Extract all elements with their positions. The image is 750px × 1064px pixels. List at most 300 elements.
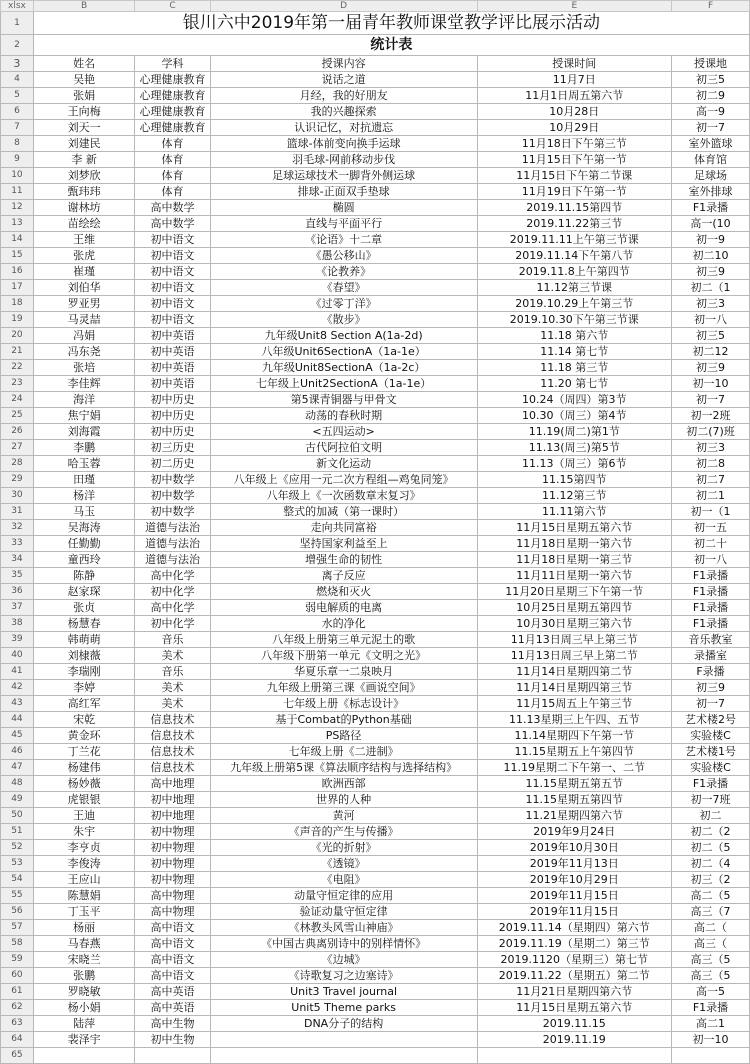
row-number[interactable]: 64	[1, 1032, 34, 1048]
cell-location[interactable]: 初三5	[672, 328, 750, 344]
row-number[interactable]: 9	[1, 152, 34, 168]
cell-subject[interactable]: 初中语文	[135, 312, 210, 328]
cell-name[interactable]: 宋乾	[33, 712, 135, 728]
cell-name[interactable]: 崔瑾	[33, 264, 135, 280]
cell-subject[interactable]: 心理健康教育	[135, 88, 210, 104]
cell-subject[interactable]: 初二历史	[135, 456, 210, 472]
row-number[interactable]: 6	[1, 104, 34, 120]
cell-location[interactable]: 初二1	[672, 488, 750, 504]
cell-subject[interactable]: 道德与法治	[135, 552, 210, 568]
cell-subject[interactable]: 美术	[135, 696, 210, 712]
cell-name[interactable]: 张虎	[33, 248, 135, 264]
cell-subject[interactable]: 高中生物	[135, 1016, 210, 1032]
cell-location[interactable]: 实验楼C	[672, 760, 750, 776]
cell-time[interactable]: 11月11日星期一第六节	[477, 568, 672, 584]
row-number[interactable]: 20	[1, 328, 34, 344]
cell-content[interactable]: 八年级Unit6SectionA（1a-1e）	[210, 344, 477, 360]
cell-subject[interactable]: 高中语文	[135, 920, 210, 936]
cell-content[interactable]: 《散步》	[210, 312, 477, 328]
cell-name[interactable]: 刘天一	[33, 120, 135, 136]
cell-location[interactable]: 初二10	[672, 248, 750, 264]
row-number[interactable]: 60	[1, 968, 34, 984]
cell-content[interactable]: 九年级Unit8SectionA（1a-2c）	[210, 360, 477, 376]
row-number[interactable]: 52	[1, 840, 34, 856]
header-name[interactable]: 姓名	[33, 56, 135, 72]
row-number[interactable]: 14	[1, 232, 34, 248]
cell-name[interactable]: 王维	[33, 232, 135, 248]
cell-subject[interactable]: 初中语文	[135, 280, 210, 296]
row-number[interactable]: 45	[1, 728, 34, 744]
cell-location[interactable]: 高三（	[672, 936, 750, 952]
cell-location[interactable]: 室外篮球	[672, 136, 750, 152]
cell-name[interactable]: 杨建伟	[33, 760, 135, 776]
row-number[interactable]: 17	[1, 280, 34, 296]
header-location[interactable]: 授课地	[672, 56, 750, 72]
cell-time[interactable]: 11.13（周三）第6节	[477, 456, 672, 472]
cell-name[interactable]: 李鹏	[33, 440, 135, 456]
cell-content[interactable]: DNA分子的结构	[210, 1016, 477, 1032]
cell-name[interactable]: 张培	[33, 360, 135, 376]
cell-subject[interactable]: 初中语文	[135, 264, 210, 280]
cell-subject[interactable]: 高中数学	[135, 200, 210, 216]
cell-content[interactable]: 走向共同富裕	[210, 520, 477, 536]
row-number[interactable]: 56	[1, 904, 34, 920]
row-number[interactable]: 62	[1, 1000, 34, 1016]
cell-content[interactable]: PS路径	[210, 728, 477, 744]
cell-time[interactable]: 11月15日星期五第六节	[477, 520, 672, 536]
cell-time[interactable]: 11.15第四节	[477, 472, 672, 488]
cell-subject[interactable]: 初中物理	[135, 840, 210, 856]
cell-location[interactable]: 高三（5	[672, 968, 750, 984]
cell-time[interactable]: 2019.10.30下午第三节课	[477, 312, 672, 328]
cell-name[interactable]: 李婷	[33, 680, 135, 696]
cell-name[interactable]: 韩萌萌	[33, 632, 135, 648]
cell-name[interactable]: 李俊涛	[33, 856, 135, 872]
cell-time[interactable]: 11月15日下午第二节课	[477, 168, 672, 184]
row-number[interactable]: 58	[1, 936, 34, 952]
row-number[interactable]: 35	[1, 568, 34, 584]
cell-content[interactable]: 排球-正面双手垫球	[210, 184, 477, 200]
cell-location[interactable]: 初一7	[672, 392, 750, 408]
cell-location[interactable]: F1录播	[672, 584, 750, 600]
cell-subject[interactable]: 初中物理	[135, 856, 210, 872]
cell-content[interactable]: 九年级Unit8 Section A(1a-2d)	[210, 328, 477, 344]
cell-content[interactable]: 我的兴趣探索	[210, 104, 477, 120]
cell-content[interactable]: 八年级上《应用一元二次方程组—鸡兔同笼》	[210, 472, 477, 488]
cell-time[interactable]: 2019.11.14（星期四）第六节	[477, 920, 672, 936]
cell-subject[interactable]: 高中物理	[135, 904, 210, 920]
cell-time[interactable]: 11月13日周三早上第三节	[477, 632, 672, 648]
cell-time[interactable]: 11.15星期五第五节	[477, 776, 672, 792]
cell-subject[interactable]: 初中语文	[135, 296, 210, 312]
cell-subject[interactable]: 初中物理	[135, 824, 210, 840]
cell-time[interactable]: 11.19(周二)第1节	[477, 424, 672, 440]
cell-content[interactable]: 认识记忆，对抗遗忘	[210, 120, 477, 136]
cell-time[interactable]: 11月18日下午第三节	[477, 136, 672, 152]
cell-name[interactable]: 冯东尧	[33, 344, 135, 360]
cell-time[interactable]: 11.11第六节	[477, 504, 672, 520]
cell-time[interactable]: 11.13星期三上午四、五节	[477, 712, 672, 728]
row-number[interactable]: 4	[1, 72, 34, 88]
header-time[interactable]: 授课时间	[477, 56, 672, 72]
cell-location[interactable]: 高二（5	[672, 888, 750, 904]
cell-content[interactable]: 动荡的春秋时期	[210, 408, 477, 424]
cell-time[interactable]: 2019.11.15	[477, 1016, 672, 1032]
cell-subject[interactable]: 高中化学	[135, 568, 210, 584]
row-number[interactable]: 50	[1, 808, 34, 824]
row-number[interactable]: 8	[1, 136, 34, 152]
cell-name[interactable]: 杨小娟	[33, 1000, 135, 1016]
cell-content[interactable]: 《边城》	[210, 952, 477, 968]
cell-name[interactable]: 李佳辉	[33, 376, 135, 392]
cell-time[interactable]: 2019.11.8上午第四节	[477, 264, 672, 280]
cell-subject[interactable]: 高中物理	[135, 888, 210, 904]
cell-name[interactable]: 杨丽	[33, 920, 135, 936]
row-number[interactable]: 55	[1, 888, 34, 904]
cell-content[interactable]: 欧洲西部	[210, 776, 477, 792]
cell-content[interactable]: 整式的加减（第一课时）	[210, 504, 477, 520]
cell-location[interactable]: 初二十	[672, 536, 750, 552]
cell-name[interactable]: 裴泽宇	[33, 1032, 135, 1048]
cell-location[interactable]: 艺术楼1号	[672, 744, 750, 760]
cell-content[interactable]: 七年级上Unit2SectionA（1a-1e）	[210, 376, 477, 392]
cell-subject[interactable]: 道德与法治	[135, 536, 210, 552]
cell-time[interactable]: 11.21星期四第六节	[477, 808, 672, 824]
sheet-subtitle[interactable]: 统计表	[33, 35, 749, 56]
cell-time[interactable]: 11.13(周三)第5节	[477, 440, 672, 456]
cell-time[interactable]: 11月7日	[477, 72, 672, 88]
cell-time[interactable]: 11月15周五上午第三节	[477, 696, 672, 712]
cell-name[interactable]: 王迪	[33, 808, 135, 824]
cell-location[interactable]: 初二12	[672, 344, 750, 360]
cell-name[interactable]: 刘梦欣	[33, 168, 135, 184]
cell-name[interactable]: 朱宇	[33, 824, 135, 840]
cell-time[interactable]: 11.14 第七节	[477, 344, 672, 360]
cell-location[interactable]: 初二（4	[672, 856, 750, 872]
cell-subject[interactable]: 高中语文	[135, 936, 210, 952]
empty-cell[interactable]	[477, 1048, 672, 1064]
cell-name[interactable]: 焦宁娟	[33, 408, 135, 424]
cell-content[interactable]: 《林教头风雪山神庙》	[210, 920, 477, 936]
cell-location[interactable]: 初一7班	[672, 792, 750, 808]
cell-name[interactable]: 宋晓兰	[33, 952, 135, 968]
row-number[interactable]: 38	[1, 616, 34, 632]
cell-time[interactable]: 11.18 第三节	[477, 360, 672, 376]
cell-subject[interactable]: 高中地理	[135, 776, 210, 792]
row-number[interactable]: 39	[1, 632, 34, 648]
cell-name[interactable]: 罗晓敏	[33, 984, 135, 1000]
row-number[interactable]: 37	[1, 600, 34, 616]
cell-content[interactable]: 离子反应	[210, 568, 477, 584]
cell-content[interactable]: 新文化运动	[210, 456, 477, 472]
cell-subject[interactable]: 美术	[135, 680, 210, 696]
cell-content[interactable]: 动量守恒定律的应用	[210, 888, 477, 904]
row-number[interactable]: 43	[1, 696, 34, 712]
row-number[interactable]: 44	[1, 712, 34, 728]
cell-subject[interactable]: 心理健康教育	[135, 104, 210, 120]
cell-content[interactable]: 黄河	[210, 808, 477, 824]
cell-time[interactable]: 2019.11.22第三节	[477, 216, 672, 232]
cell-location[interactable]: 初二(7)班	[672, 424, 750, 440]
cell-content[interactable]: 足球运球技术一脚背外侧运球	[210, 168, 477, 184]
cell-location[interactable]: F录播	[672, 664, 750, 680]
row-number[interactable]: 18	[1, 296, 34, 312]
cell-location[interactable]: 初二8	[672, 456, 750, 472]
cell-subject[interactable]: 高中语文	[135, 968, 210, 984]
cell-location[interactable]: 初三5	[672, 72, 750, 88]
row-number[interactable]: 34	[1, 552, 34, 568]
row-number[interactable]: 22	[1, 360, 34, 376]
cell-location[interactable]: 初一7	[672, 120, 750, 136]
cell-name[interactable]: 苗绘绘	[33, 216, 135, 232]
cell-name[interactable]: 王向梅	[33, 104, 135, 120]
cell-content[interactable]: 《春望》	[210, 280, 477, 296]
cell-location[interactable]: 高一5	[672, 984, 750, 1000]
cell-subject[interactable]: 高中数学	[135, 216, 210, 232]
cell-content[interactable]: 九年级上册第5课《算法顺序结构与选择结构》	[210, 760, 477, 776]
cell-content[interactable]: 燃烧和灭火	[210, 584, 477, 600]
cell-subject[interactable]: 美术	[135, 648, 210, 664]
cell-name[interactable]: 哈玉蓉	[33, 456, 135, 472]
cell-time[interactable]: 10月29日	[477, 120, 672, 136]
cell-time[interactable]: 10月28日	[477, 104, 672, 120]
cell-name[interactable]: 海洋	[33, 392, 135, 408]
cell-location[interactable]: 音乐教室	[672, 632, 750, 648]
row-number[interactable]: 61	[1, 984, 34, 1000]
cell-location[interactable]: 高一(10	[672, 216, 750, 232]
cell-time[interactable]: 10月25日星期五第四节	[477, 600, 672, 616]
cell-name[interactable]: 冯娟	[33, 328, 135, 344]
select-all-corner[interactable]: xlsx	[1, 1, 34, 12]
cell-time[interactable]: 11月14日星期四第二节	[477, 664, 672, 680]
row-number[interactable]: 42	[1, 680, 34, 696]
cell-name[interactable]: 刘建民	[33, 136, 135, 152]
cell-time[interactable]: 11月13日周三早上第二节	[477, 648, 672, 664]
cell-time[interactable]: 2019.11.14下午第八节	[477, 248, 672, 264]
cell-time[interactable]: 11月18日星期一第六节	[477, 536, 672, 552]
cell-location[interactable]: 初三9	[672, 360, 750, 376]
row-number[interactable]: 12	[1, 200, 34, 216]
cell-name[interactable]: 张娟	[33, 88, 135, 104]
cell-location[interactable]: 初三9	[672, 264, 750, 280]
cell-name[interactable]: 高红军	[33, 696, 135, 712]
cell-location[interactable]: 初一10	[672, 1032, 750, 1048]
header-content[interactable]: 授课内容	[210, 56, 477, 72]
cell-subject[interactable]: 初中英语	[135, 360, 210, 376]
cell-subject[interactable]: 初中数学	[135, 488, 210, 504]
empty-cell[interactable]	[672, 1048, 750, 1064]
row-number[interactable]: 47	[1, 760, 34, 776]
cell-name[interactable]: 谢林坊	[33, 200, 135, 216]
cell-location[interactable]: 初二（5	[672, 840, 750, 856]
cell-location[interactable]: 高三（7	[672, 904, 750, 920]
cell-time[interactable]: 11.12第三节	[477, 488, 672, 504]
cell-location[interactable]: 初一9	[672, 232, 750, 248]
cell-content[interactable]: 七年级上册《标志设计》	[210, 696, 477, 712]
cell-location[interactable]: 实验楼C	[672, 728, 750, 744]
cell-subject[interactable]: 体育	[135, 152, 210, 168]
row-number[interactable]: 46	[1, 744, 34, 760]
row-number[interactable]: 28	[1, 456, 34, 472]
cell-location[interactable]: 足球场	[672, 168, 750, 184]
cell-content[interactable]: 月经，我的好朋友	[210, 88, 477, 104]
cell-subject[interactable]: 初中数学	[135, 472, 210, 488]
cell-name[interactable]: 刘海霞	[33, 424, 135, 440]
cell-subject[interactable]: 体育	[135, 168, 210, 184]
row-number[interactable]: 1	[1, 12, 34, 35]
cell-content[interactable]: 华夏乐章一二泉映月	[210, 664, 477, 680]
row-number[interactable]: 24	[1, 392, 34, 408]
cell-subject[interactable]: 初中英语	[135, 344, 210, 360]
cell-location[interactable]: 初二9	[672, 88, 750, 104]
cell-content[interactable]: 说话之道	[210, 72, 477, 88]
cell-time[interactable]: 2019.1120（星期三）第七节	[477, 952, 672, 968]
column-letter-b[interactable]: B	[33, 1, 135, 12]
cell-content[interactable]: 《透镜》	[210, 856, 477, 872]
cell-content[interactable]: 《过零丁洋》	[210, 296, 477, 312]
cell-name[interactable]: 陈静	[33, 568, 135, 584]
row-number[interactable]: 16	[1, 264, 34, 280]
cell-time[interactable]: 2019.11.22（星期五）第二节	[477, 968, 672, 984]
cell-time[interactable]: 11月1日周五第六节	[477, 88, 672, 104]
cell-name[interactable]: 童西玲	[33, 552, 135, 568]
cell-time[interactable]: 11.12第三节课	[477, 280, 672, 296]
cell-time[interactable]: 11月14日星期四第三节	[477, 680, 672, 696]
cell-location[interactable]: F1录播	[672, 1000, 750, 1016]
cell-time[interactable]: 10.24（周四）第3节	[477, 392, 672, 408]
cell-time[interactable]: 10月30日星期三第六节	[477, 616, 672, 632]
cell-time[interactable]: 11.15星期五第四节	[477, 792, 672, 808]
cell-content[interactable]: 古代阿拉伯文明	[210, 440, 477, 456]
cell-name[interactable]: 李亨贞	[33, 840, 135, 856]
row-number[interactable]: 33	[1, 536, 34, 552]
cell-content[interactable]: 篮球-体前变向换手运球	[210, 136, 477, 152]
column-letter-c[interactable]: C	[135, 1, 210, 12]
cell-content[interactable]: 增强生命的韧性	[210, 552, 477, 568]
cell-location[interactable]: 艺术楼2号	[672, 712, 750, 728]
row-number[interactable]: 13	[1, 216, 34, 232]
cell-name[interactable]: 刘棣薇	[33, 648, 135, 664]
row-number[interactable]: 51	[1, 824, 34, 840]
cell-location[interactable]: 初一八	[672, 312, 750, 328]
cell-name[interactable]: 吴海涛	[33, 520, 135, 536]
cell-content[interactable]: 基于Combat的Python基础	[210, 712, 477, 728]
cell-location[interactable]: 初二	[672, 808, 750, 824]
cell-subject[interactable]: 高中化学	[135, 600, 210, 616]
cell-time[interactable]: 2019年10月29日	[477, 872, 672, 888]
cell-name[interactable]: 马玉	[33, 504, 135, 520]
column-letter-e[interactable]: E	[477, 1, 672, 12]
cell-content[interactable]: Unit5 Theme parks	[210, 1000, 477, 1016]
cell-subject[interactable]: 初中语文	[135, 232, 210, 248]
cell-location[interactable]: 高二（	[672, 920, 750, 936]
row-number[interactable]: 3	[1, 56, 34, 72]
cell-time[interactable]: 2019.11.19	[477, 1032, 672, 1048]
cell-content[interactable]: 《论教养》	[210, 264, 477, 280]
cell-subject[interactable]: 初中物理	[135, 872, 210, 888]
cell-content[interactable]: 《光的折射》	[210, 840, 477, 856]
cell-content[interactable]: 七年级上册《二进制》	[210, 744, 477, 760]
cell-subject[interactable]: 心理健康教育	[135, 120, 210, 136]
cell-content[interactable]: 世界的人种	[210, 792, 477, 808]
cell-location[interactable]: 初三9	[672, 680, 750, 696]
row-number[interactable]: 36	[1, 584, 34, 600]
cell-content[interactable]: 八年级下册第一单元《文明之光》	[210, 648, 477, 664]
cell-time[interactable]: 10.30（周三）第4节	[477, 408, 672, 424]
cell-name[interactable]: 马春燕	[33, 936, 135, 952]
column-letter-f[interactable]: F	[672, 1, 750, 12]
cell-time[interactable]: 11月18日星期一第三节	[477, 552, 672, 568]
row-number[interactable]: 48	[1, 776, 34, 792]
cell-time[interactable]: 2019年11月13日	[477, 856, 672, 872]
cell-subject[interactable]: 高中英语	[135, 1000, 210, 1016]
cell-location[interactable]: F1录播	[672, 600, 750, 616]
cell-location[interactable]: 录播室	[672, 648, 750, 664]
cell-subject[interactable]: 信息技术	[135, 728, 210, 744]
cell-name[interactable]: 王应山	[33, 872, 135, 888]
cell-content[interactable]: 《诗歌复习之边塞诗》	[210, 968, 477, 984]
cell-subject[interactable]: 初中英语	[135, 328, 210, 344]
cell-subject[interactable]: 初中化学	[135, 584, 210, 600]
row-number[interactable]: 57	[1, 920, 34, 936]
cell-time[interactable]: 11.14星期四下午第一节	[477, 728, 672, 744]
cell-location[interactable]: 高三（5	[672, 952, 750, 968]
row-number[interactable]: 15	[1, 248, 34, 264]
cell-subject[interactable]: 体育	[135, 136, 210, 152]
row-number[interactable]: 63	[1, 1016, 34, 1032]
cell-subject[interactable]: 初中化学	[135, 616, 210, 632]
cell-time[interactable]: 2019年10月30日	[477, 840, 672, 856]
cell-location[interactable]: 高二1	[672, 1016, 750, 1032]
cell-location[interactable]: F1录播	[672, 616, 750, 632]
cell-name[interactable]: 丁兰花	[33, 744, 135, 760]
cell-subject[interactable]: 初三历史	[135, 440, 210, 456]
row-number[interactable]: 2	[1, 35, 34, 56]
cell-name[interactable]: 丁玉平	[33, 904, 135, 920]
cell-time[interactable]: 2019年9月24日	[477, 824, 672, 840]
cell-content[interactable]: 《愚公移山》	[210, 248, 477, 264]
cell-time[interactable]: 2019年11月15日	[477, 888, 672, 904]
row-number[interactable]: 21	[1, 344, 34, 360]
cell-subject[interactable]: 体育	[135, 184, 210, 200]
row-number[interactable]: 19	[1, 312, 34, 328]
row-number[interactable]: 32	[1, 520, 34, 536]
cell-subject[interactable]: 高中语文	[135, 952, 210, 968]
cell-content[interactable]: <五四运动>	[210, 424, 477, 440]
row-number[interactable]: 5	[1, 88, 34, 104]
row-number[interactable]: 26	[1, 424, 34, 440]
cell-location[interactable]: F1录播	[672, 568, 750, 584]
cell-name[interactable]: 任勤勤	[33, 536, 135, 552]
cell-name[interactable]: 杨慧春	[33, 616, 135, 632]
cell-name[interactable]: 张鹏	[33, 968, 135, 984]
cell-name[interactable]: 罗亚男	[33, 296, 135, 312]
cell-time[interactable]: 2019.11.11上午第三节课	[477, 232, 672, 248]
row-number[interactable]: 29	[1, 472, 34, 488]
cell-content[interactable]: 直线与平面平行	[210, 216, 477, 232]
cell-content[interactable]: 九年级上册第三课《画说空间》	[210, 680, 477, 696]
cell-subject[interactable]: 初中历史	[135, 392, 210, 408]
cell-time[interactable]: 2019.10.29上午第三节	[477, 296, 672, 312]
cell-content[interactable]: 弱电解质的电离	[210, 600, 477, 616]
cell-subject[interactable]: 信息技术	[135, 760, 210, 776]
cell-location[interactable]: F1录播	[672, 200, 750, 216]
cell-content[interactable]: 椭圆	[210, 200, 477, 216]
cell-name[interactable]: 陆萍	[33, 1016, 135, 1032]
cell-time[interactable]: 2019.11.15第四节	[477, 200, 672, 216]
sheet-title[interactable]: 银川六中2019年第一届青年教师课堂教学评比展示活动	[33, 12, 749, 35]
cell-content[interactable]: 八年级上《一次函数章末复习》	[210, 488, 477, 504]
